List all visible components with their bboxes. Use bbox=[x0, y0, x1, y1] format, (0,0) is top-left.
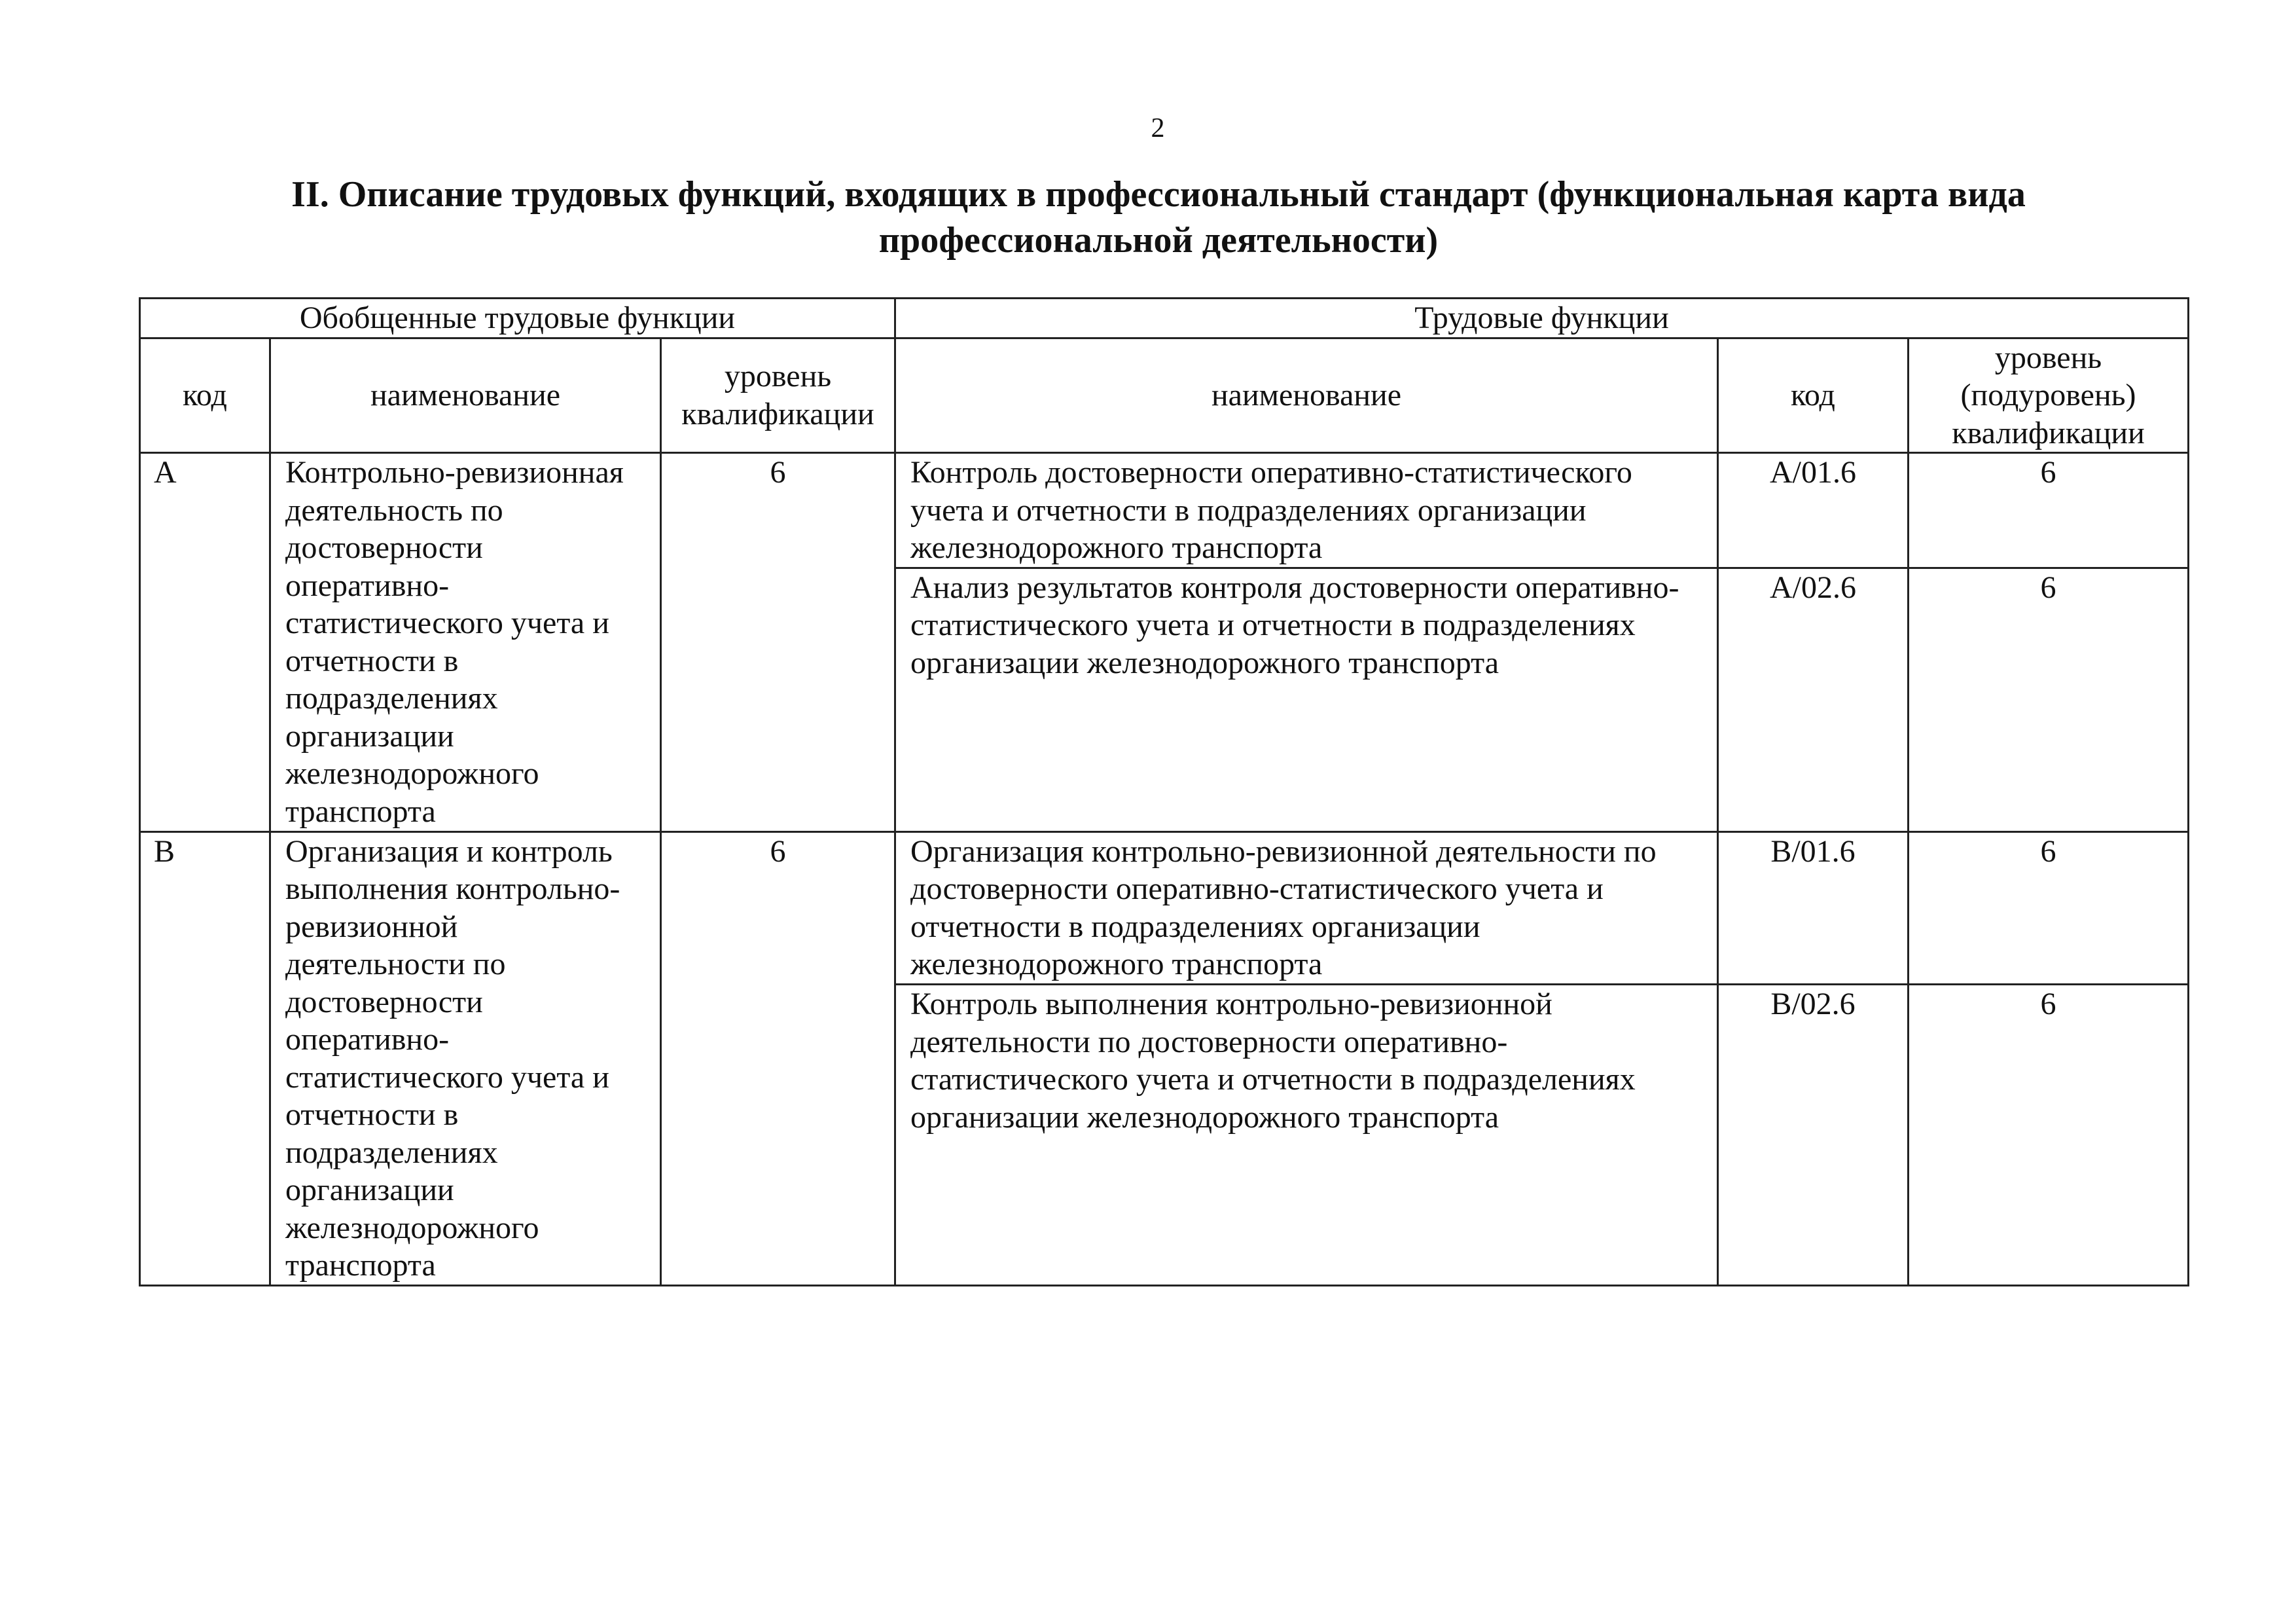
gen-function-name: Контрольно-ревизионная деятельность по достоверности оперативно-статистического учета и отчетности в подразделениях организации железнодорожного транспорта bbox=[270, 453, 661, 832]
column-header-gen-name: наименование bbox=[270, 338, 661, 453]
function-code: A/02.6 bbox=[1718, 568, 1909, 831]
function-name: Контроль выполнения контрольно-ревизионной деятельности по достоверности оперативно-статистического учета и отчетности в подразделениях организации железнодорожного транспорта bbox=[895, 985, 1718, 1285]
group-header-row bbox=[140, 299, 2189, 338]
functional-map-table bbox=[139, 297, 2189, 1286]
table-row bbox=[140, 831, 2189, 985]
section-title: II. Описание трудовых функций, входящих в профессиональный стандарт (функциональная карта вида профессиональной деятельности) bbox=[291, 174, 2026, 261]
gen-function-name: Организация и контроль выполнения контрольно-ревизионной деятельности по достоверности оперативно-статистического учета и отчетности в подразделениях организации железнодорожного транспорта bbox=[270, 831, 661, 1285]
column-header-fn-level: уровень (подуровень) квалификации bbox=[1909, 338, 2189, 453]
table-row bbox=[140, 453, 2189, 568]
group-header-generalized: Обобщенные трудовые функции bbox=[140, 299, 895, 338]
page-number: 2 bbox=[1151, 113, 1165, 143]
gen-function-level: 6 bbox=[661, 831, 895, 1285]
function-name: Контроль достоверности оперативно-статистического учета и отчетности в подразделениях организации железнодорожного транспорта bbox=[895, 453, 1718, 568]
function-level: 6 bbox=[1909, 985, 2189, 1285]
column-header-gen-level: уровень квалификации bbox=[661, 338, 895, 453]
function-name: Организация контрольно-ревизионной деятельности по достоверности оперативно-статистического учета и отчетности в подразделениях организации железнодорожного транспорта bbox=[895, 831, 1718, 985]
function-level: 6 bbox=[1909, 453, 2189, 568]
column-header-fn-name: наименование bbox=[895, 338, 1718, 453]
function-name: Анализ результатов контроля достоверности оперативно-статистического учета и отчетности в подразделениях организации железнодорожного транспорта bbox=[895, 568, 1718, 831]
function-code: B/01.6 bbox=[1718, 831, 1909, 985]
column-header-gen-code: код bbox=[140, 338, 270, 453]
function-level: 6 bbox=[1909, 831, 2189, 985]
function-level: 6 bbox=[1909, 568, 2189, 831]
gen-function-level: 6 bbox=[661, 453, 895, 832]
function-code: B/02.6 bbox=[1718, 985, 1909, 1285]
group-header-functions: Трудовые функции bbox=[895, 299, 2189, 338]
gen-function-code: A bbox=[140, 453, 270, 832]
function-code: A/01.6 bbox=[1718, 453, 1909, 568]
column-header-row bbox=[140, 338, 2189, 453]
column-header-fn-code: код bbox=[1718, 338, 1909, 453]
gen-function-code: B bbox=[140, 831, 270, 1285]
